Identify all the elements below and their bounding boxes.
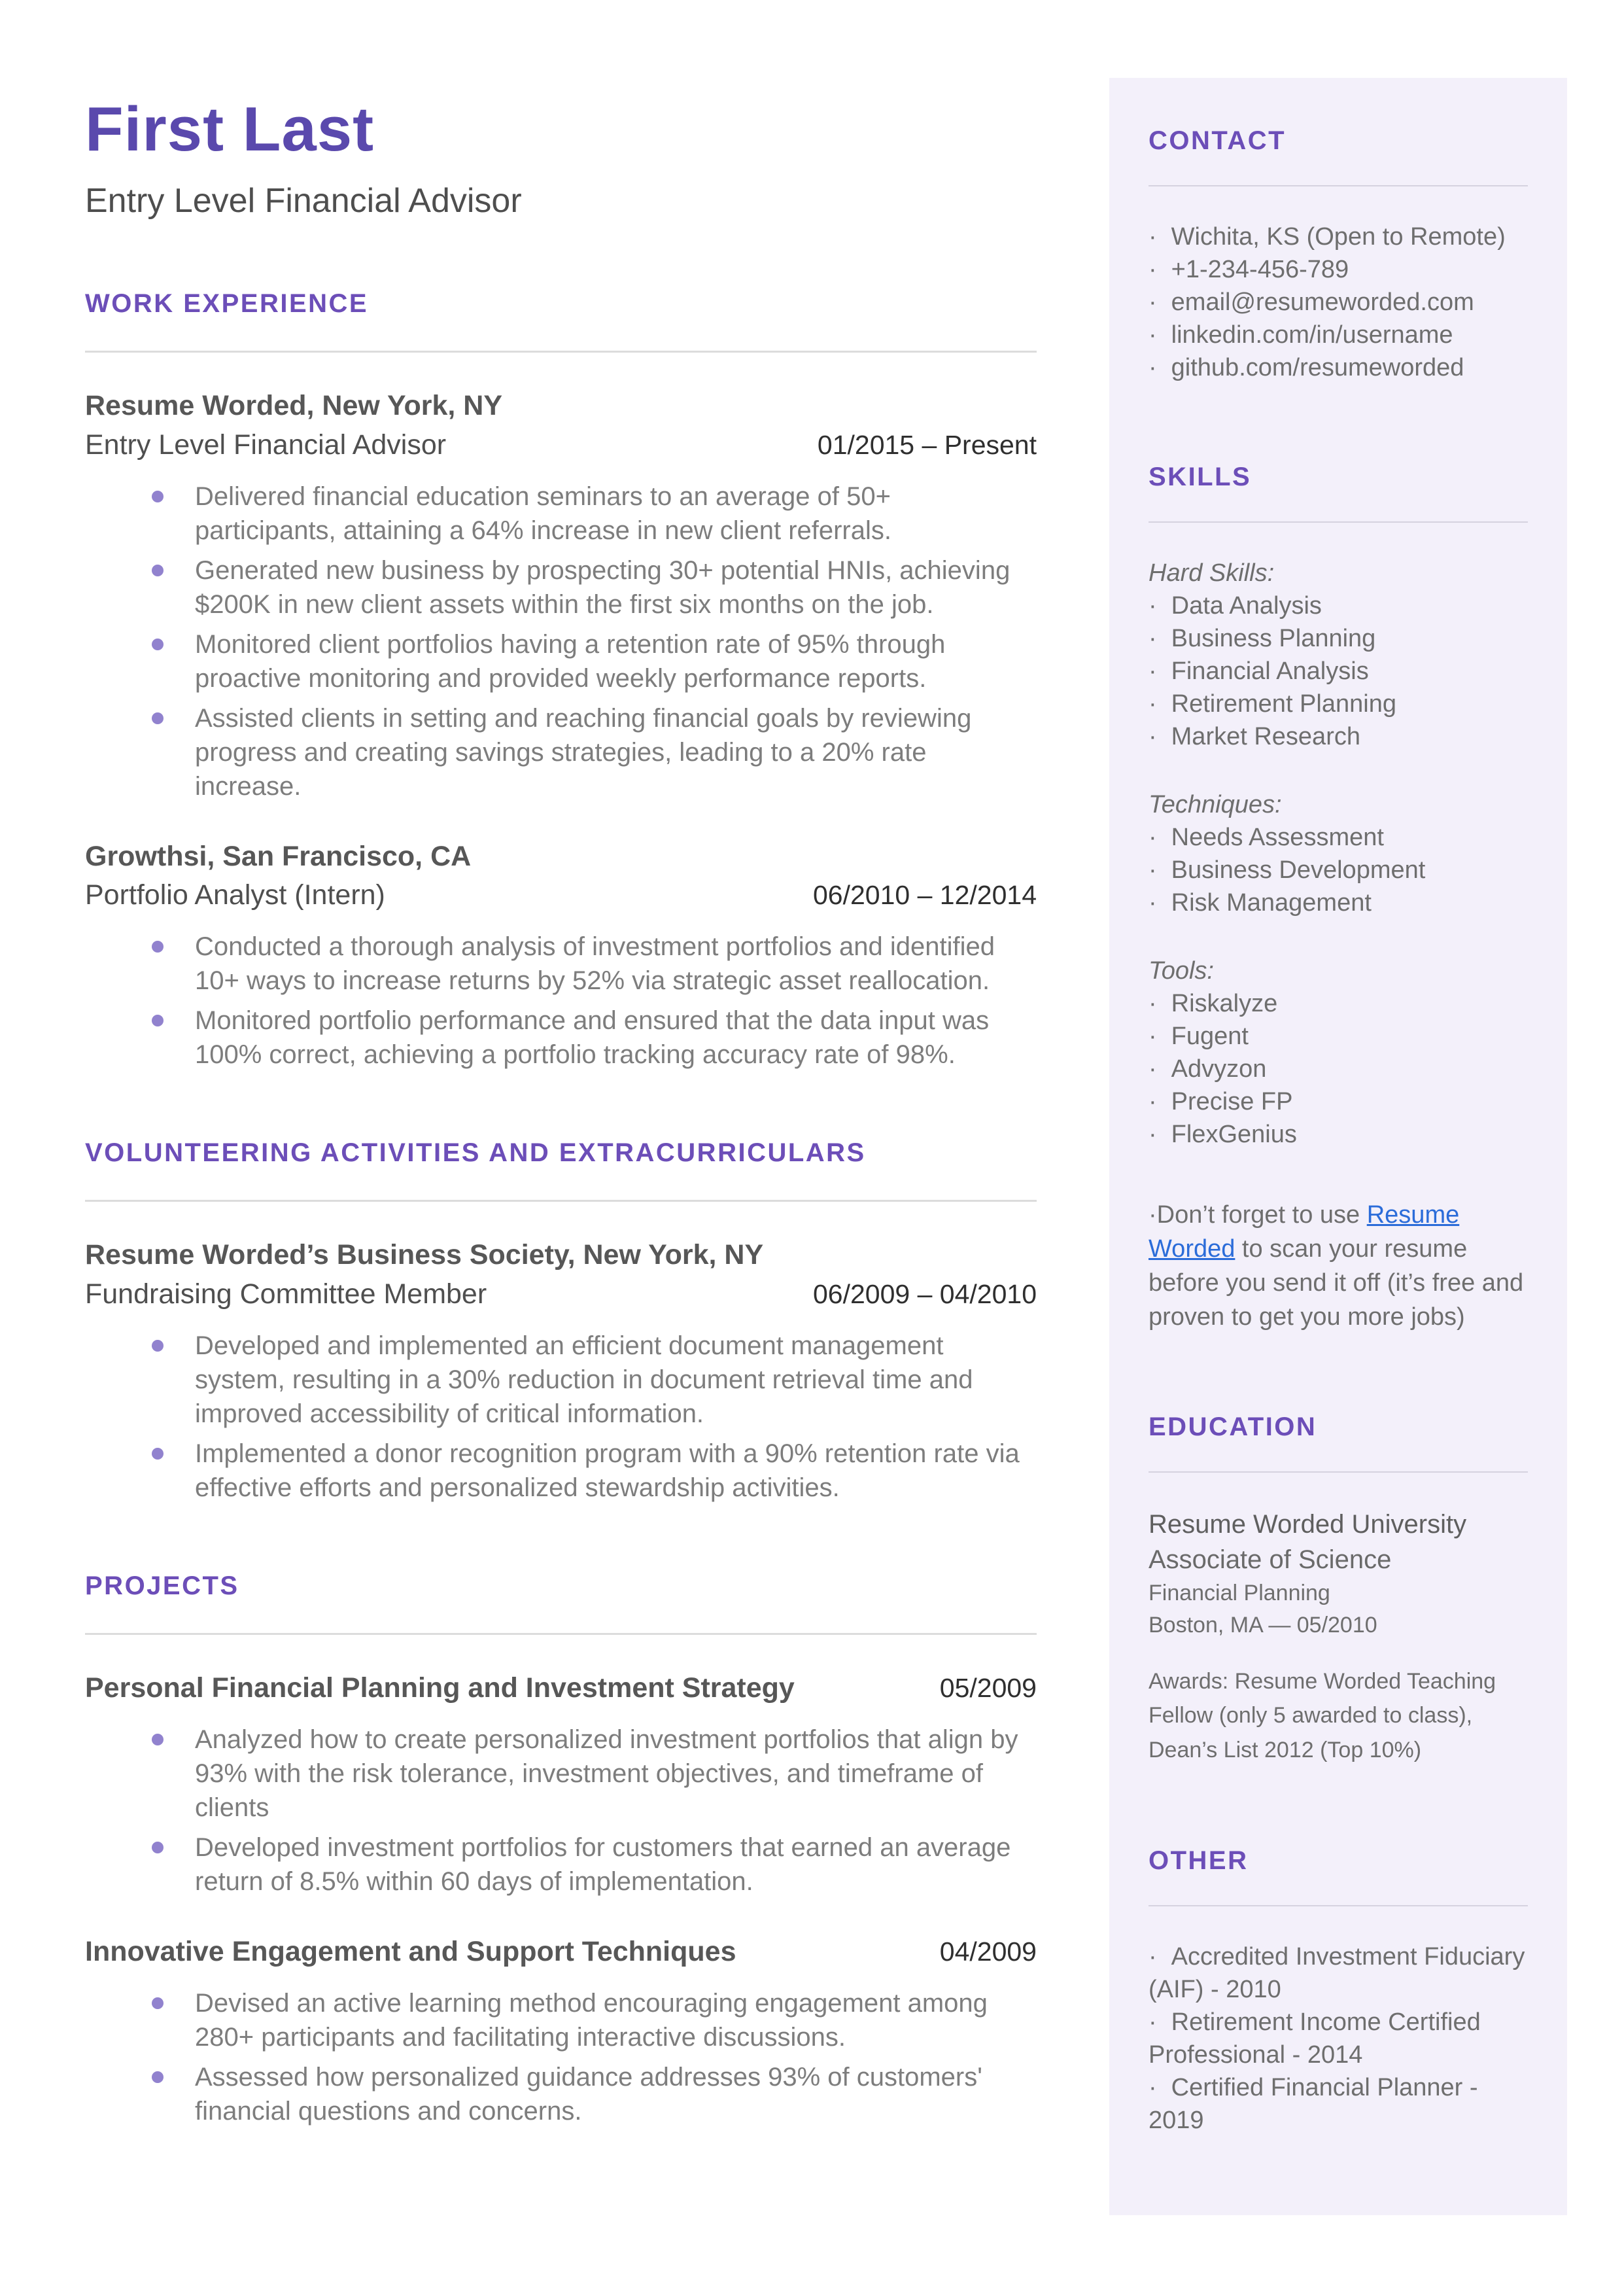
bullet-text: Delivered financial education seminars to an average of 50+ participants, attaining a 64% increase in new client referrals. — [195, 482, 891, 545]
sidebar-section-contact — [1149, 125, 1528, 384]
skill-group-label: Hard Skills: — [1149, 559, 1275, 587]
section-work — [85, 288, 1037, 1072]
entry-company: Resume Worded, New York, NY — [85, 389, 503, 421]
bullet-item — [85, 480, 1037, 548]
list-item-text: Precise FP — [1171, 1088, 1293, 1115]
bullet-text: Generated new business by prospecting 30+ potential HNIs, achieving $200K in new client assets within the first six months on the job. — [195, 555, 1011, 619]
bullet-dot-icon: · — [1149, 1942, 1157, 1971]
bullet-text: Devised an active learning method encouraging engagement among 280+ participants and facilitating interactive discussions. — [195, 1988, 988, 2052]
list-item — [1149, 286, 1528, 319]
bullet-dot-icon — [152, 941, 164, 953]
tip-text-prefix: Don’t forget to use — [1156, 1201, 1367, 1229]
bullet-dot-icon: · — [1149, 856, 1157, 884]
entry-role: Entry Level Financial Advisor — [85, 429, 447, 461]
list-item — [1149, 622, 1528, 655]
bullet-dot-icon: · — [1149, 1023, 1157, 1050]
list-item — [1149, 253, 1528, 286]
entry-date: 01/2015 – Present — [817, 429, 1037, 460]
skill-group-label: Techniques: — [1149, 791, 1282, 818]
bullet-dot-icon — [152, 2071, 164, 2083]
list-item-text: +1-234-456-789 — [1171, 256, 1349, 283]
sidebar-section-skills — [1149, 461, 1528, 1334]
section-divider — [85, 1200, 1037, 1202]
bullet-item — [85, 1437, 1037, 1505]
section-heading: VOLUNTEERING ACTIVITIES AND EXTRACURRICULARS — [85, 1138, 866, 1168]
bullet-text: Assessed how personalized guidance addresses 93% of customers' financial questions and concerns. — [195, 2062, 982, 2126]
section-heading: PROJECTS — [85, 1571, 239, 1601]
entry-project-title: Personal Financial Planning and Investment Strategy — [85, 1672, 795, 1704]
list-item — [1149, 720, 1528, 753]
entry — [85, 839, 1037, 1072]
bullet-item — [85, 930, 1037, 998]
bullet-item — [85, 701, 1037, 803]
list-item — [1149, 821, 1528, 854]
entry-project-title: Innovative Engagement and Support Techniques — [85, 1936, 736, 1968]
bullet-dot-icon — [152, 1842, 164, 1853]
entry — [85, 1237, 1037, 1505]
entry-role-row — [85, 877, 1037, 914]
bullet-list — [85, 1329, 1037, 1505]
bullet-item — [85, 553, 1037, 622]
bullet-dot-icon: · — [1149, 223, 1157, 251]
list-item-text: linkedin.com/in/username — [1171, 321, 1453, 349]
sidebar-divider — [1149, 1905, 1528, 1906]
list-item-text: Needs Assessment — [1171, 824, 1384, 851]
list-item-text: Risk Management — [1171, 889, 1372, 917]
sidebar-section-content — [1149, 1507, 1528, 1768]
entry-date: 06/2010 – 12/2014 — [813, 880, 1037, 911]
sidebar-divider — [1149, 521, 1528, 523]
bullet-list — [85, 480, 1037, 803]
bullet-dot-icon: · — [1149, 723, 1157, 750]
list-item-text: Retirement Income Certified Professional - 2014 — [1149, 2008, 1481, 2069]
list-item — [1149, 2071, 1528, 2137]
sidebar-section-education — [1149, 1411, 1528, 1768]
list-item — [1149, 655, 1528, 688]
bullet-dot-icon: · — [1149, 990, 1157, 1017]
list-item-text: Advyzon — [1171, 1055, 1267, 1083]
bullet-dot-icon: · — [1149, 690, 1157, 718]
list-item-text: Business Planning — [1171, 625, 1376, 652]
main-column — [85, 0, 1037, 2134]
bullet-dot-icon — [152, 639, 164, 650]
list-item-text: Retirement Planning — [1171, 690, 1396, 718]
entry-role: Portfolio Analyst (Intern) — [85, 879, 385, 911]
list-item-text: FlexGenius — [1171, 1121, 1297, 1148]
entry-date: 05/2009 — [939, 1673, 1037, 1704]
bullet-text: Conducted a thorough analysis of investment portfolios and identified 10+ ways to increase returns by 52% via strategic asset reallocation. — [195, 932, 995, 996]
list-item — [1149, 589, 1528, 622]
list-item — [1149, 220, 1528, 253]
list-item-text: github.com/resumeworded — [1171, 354, 1464, 381]
bullet-dot-icon: · — [1149, 321, 1157, 349]
list-item — [1149, 688, 1528, 720]
list-item-text: Riskalyze — [1171, 990, 1278, 1017]
sidebar-section-content — [1149, 1940, 1528, 2137]
section-projects — [85, 1570, 1037, 2128]
list-item-text: email@resumeworded.com — [1171, 289, 1474, 316]
bullet-item — [85, 1986, 1037, 2054]
bullet-text: Analyzed how to create personalized investment portfolios that align by 93% with the risk tolerance, investment objectives, and timeframe of clients — [195, 1725, 1018, 1823]
entry-title-row — [85, 1670, 1037, 1707]
list-item — [1149, 1118, 1528, 1151]
list-item-text: Financial Analysis — [1171, 657, 1369, 685]
bullet-dot-icon: · — [1149, 1055, 1157, 1083]
bullet-dot-icon: · — [1149, 592, 1157, 620]
bullet-dot-icon — [152, 712, 164, 724]
list-item-text: Market Research — [1171, 723, 1360, 750]
bullet-dot-icon: · — [1149, 256, 1157, 283]
bullet-text: Developed investment portfolios for customers that earned an average return of 8.5% within 60 days of implementation. — [195, 1833, 1011, 1897]
bullet-dot-icon: · — [1149, 824, 1157, 851]
bullet-text: Assisted clients in setting and reaching financial goals by reviewing progress and creating savings strategies, leading to a 20% rate increase. — [195, 703, 972, 801]
list-item — [1149, 854, 1528, 886]
entry — [85, 388, 1037, 803]
bullet-dot-icon: · — [1149, 1201, 1157, 1229]
bullet-item — [85, 627, 1037, 695]
bullet-text: Monitored portfolio performance and ensured that the data input was 100% correct, achieving a portfolio tracking accuracy rate of 98%. — [195, 1006, 990, 1070]
bullet-text: Implemented a donor recognition program with a 90% retention rate via effective efforts and personalized stewardship activities. — [195, 1439, 1020, 1503]
entry-role-row — [85, 1276, 1037, 1313]
list-item-text: Certified Financial Planner - 2019 — [1149, 2073, 1478, 2134]
sidebar — [1109, 78, 1567, 2215]
sidebar-heading: CONTACT — [1149, 126, 1287, 155]
person-job-title: Entry Level Financial Advisor — [85, 181, 522, 220]
tip-text-suffix: to scan your resume before you send it off (it’s free and proven to get you more jobs) — [1149, 1235, 1524, 1331]
bullet-dot-icon: · — [1149, 889, 1157, 917]
bullet-dot-icon: · — [1149, 2008, 1157, 2036]
bullet-item — [85, 1004, 1037, 1072]
sidebar-sections — [1149, 125, 1528, 2137]
entry-title-row — [85, 1934, 1037, 1971]
bullet-dot-icon — [152, 565, 164, 576]
bullet-list — [85, 1986, 1037, 2128]
sidebar-section-content — [1149, 557, 1528, 1334]
resume-worded-tip — [1149, 1198, 1528, 1334]
bullet-dot-icon: · — [1149, 1088, 1157, 1115]
list-item — [1149, 886, 1528, 919]
bullet-text: Developed and implemented an efficient document management system, resulting in a 30% reduction in document retrieval time and improved accessibility of critical information. — [195, 1331, 973, 1429]
entry-role-row — [85, 427, 1037, 464]
sidebar-section-other — [1149, 1845, 1528, 2137]
bullet-dot-icon — [152, 1015, 164, 1026]
sidebar-divider — [1149, 185, 1528, 186]
entry-company: Growthsi, San Francisco, CA — [85, 840, 472, 872]
bullet-dot-icon — [152, 1340, 164, 1352]
bullet-list — [85, 930, 1037, 1072]
sidebar-divider — [1149, 1471, 1528, 1473]
bullet-dot-icon: · — [1149, 625, 1157, 652]
entry-company: Resume Worded’s Business Society, New York, NY — [85, 1239, 764, 1271]
entry-date: 06/2009 – 04/2010 — [813, 1279, 1037, 1310]
bullet-list — [85, 1723, 1037, 1899]
bullet-item — [85, 2060, 1037, 2128]
bullet-dot-icon: · — [1149, 1121, 1157, 1148]
section-divider — [85, 1633, 1037, 1635]
list-item-text: Accredited Investment Fiduciary (AIF) - 2010 — [1149, 1942, 1525, 2003]
list-item-text: Business Development — [1171, 856, 1426, 884]
list-item — [1149, 2006, 1528, 2071]
education-field: Financial Planning — [1149, 1581, 1330, 1605]
list-item — [1149, 319, 1528, 351]
bullet-dot-icon — [152, 1448, 164, 1460]
sidebar-heading: EDUCATION — [1149, 1412, 1317, 1441]
entry — [85, 1670, 1037, 1899]
section-heading: WORK EXPERIENCE — [85, 289, 369, 318]
person-name: First Last — [85, 94, 375, 164]
list-item-text: Wichita, KS (Open to Remote) — [1171, 223, 1506, 251]
list-item — [1149, 1053, 1528, 1085]
list-item — [1149, 1940, 1528, 2006]
skill-group-label: Tools: — [1149, 957, 1214, 985]
bullet-dot-icon — [152, 491, 164, 502]
entry-date: 04/2009 — [939, 1936, 1037, 1967]
section-volunteering — [85, 1137, 1037, 1505]
bullet-text: Monitored client portfolios having a retention rate of 95% through proactive monitoring and provided weekly performance reports. — [195, 629, 946, 693]
section-divider — [85, 351, 1037, 353]
education-degree: Associate of Science — [1149, 1545, 1392, 1574]
bullet-dot-icon: · — [1149, 354, 1157, 381]
bullet-item — [85, 1831, 1037, 1899]
bullet-dot-icon — [152, 1997, 164, 2009]
entry — [85, 1934, 1037, 2128]
education-location-date: Boston, MA — 05/2010 — [1149, 1613, 1377, 1638]
list-item-text: Data Analysis — [1171, 592, 1322, 620]
list-item-text: Fugent — [1171, 1023, 1249, 1050]
bullet-dot-icon: · — [1149, 2073, 1157, 2101]
list-item — [1149, 1020, 1528, 1053]
bullet-dot-icon — [152, 1734, 164, 1745]
bullet-item — [85, 1329, 1037, 1431]
list-item — [1149, 1085, 1528, 1118]
sidebar-section-content — [1149, 220, 1528, 384]
bullet-item — [85, 1723, 1037, 1825]
sidebar-heading: OTHER — [1149, 1846, 1249, 1875]
main-sections — [85, 288, 1037, 2128]
resume-worded-link[interactable]: Resume Worded — [1149, 1201, 1460, 1263]
bullet-dot-icon: · — [1149, 289, 1157, 316]
entry-role: Fundraising Committee Member — [85, 1278, 487, 1310]
list-item — [1149, 987, 1528, 1020]
education-university: Resume Worded University — [1149, 1510, 1467, 1539]
bullet-dot-icon: · — [1149, 657, 1157, 685]
sidebar-heading: SKILLS — [1149, 463, 1252, 491]
list-item — [1149, 351, 1528, 384]
education-awards: Awards: Resume Worded Teaching Fellow (only 5 awarded to class), Dean’s List 2012 (Top 10%) — [1149, 1668, 1496, 1762]
